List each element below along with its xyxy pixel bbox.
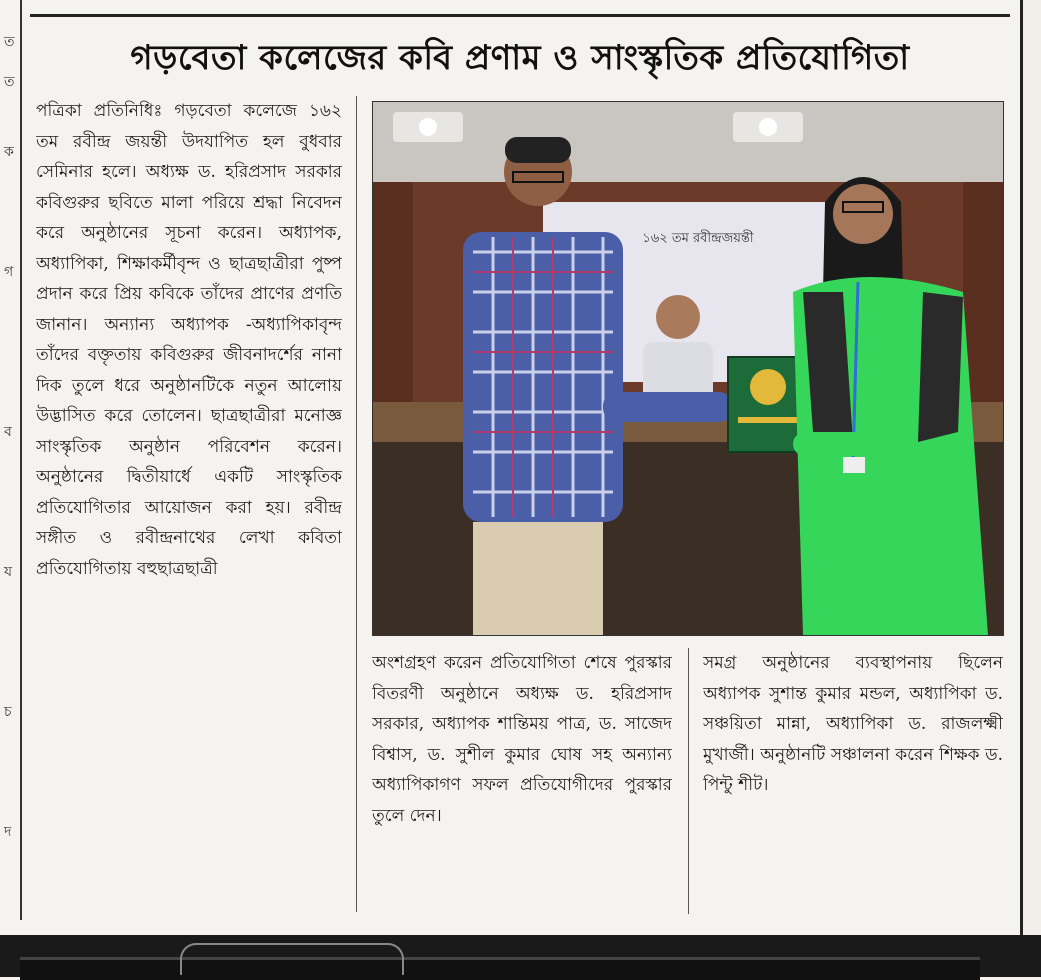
banner-text: ১৬২ তম রবীন্দ্রজয়ন্তী	[642, 231, 754, 246]
column-divider	[356, 96, 357, 912]
article-column-1: পত্রিকা প্রতিনিধিঃ গড়বেতা কলেজে ১৬২ তম রবীন্দ্র জয়ন্তী উদযাপিত হল বুধবার সেমিনার হলে। অধ্যক্ষ ড. হরিপ্রসাদ সরকার কবিগুরুর ছবিতে মালা পরিয়ে শ্রদ্ধা নিবেদন করে অনুষ্ঠানের সূচনা করেন। অধ্যাপক, অধ্যাপিকা, শিক্ষাকর্মীবৃন্দ ও ছাত্রছাত্রীরা পুষ্প প্রদান করে প্রিয় কবিকে তাঁদের প্রাণের প্রণতি জানান। অন্যান্য অধ্যাপক -অধ্যাপিকাবৃন্দ তাঁদের বক্তৃতায় কবিগুরুর জীবনাদর্শের নানা দিক তুলে ধরে অনুষ্ঠানটিকে নতুন আলোয় উদ্ভাসিত করে তোলেন। ছাত্রছাত্রীরা মনোজ্ঞ সাংস্কৃতিক অনুষ্ঠান পরিবেশন করেন। অনুষ্ঠানের দ্বিতীয়ার্ধে একটি সাংস্কৃতিক প্রতিযোগিতার আয়োজন করা হয়। রবীন্দ্র সঙ্গীত ও রবীন্দ্রনাথের লেখা কবিতা প্রতিযোগিতায় বহুছাত্রছাত্রী	[36, 101, 342, 579]
left-adjacent-column: ত ত ক গ ব য চ দ	[0, 0, 22, 920]
article-headline: গড়বেতা কলেজের কবি প্রণাম ও সাংস্কৃতিক প্রতিযোগিতা	[130, 38, 910, 78]
article-photo	[372, 101, 1004, 636]
next-article-band	[0, 935, 1041, 977]
column-divider	[688, 648, 689, 914]
footer-ghost-shape	[180, 943, 404, 975]
article-column-3: সমগ্র অনুষ্ঠানের ব্যবস্থাপনায় ছিলেন অধ্যাপক সুশান্ত কুমার মন্ডল, অধ্যাপিকা ড. সঞ্চয়িতা মান্না, অধ্যাপিকা ড. রাজলক্ষ্মী মুখার্জী। অনুষ্ঠানটি সঞ্চালনা করেন শিক্ষক ড. পিন্টু শীট।	[703, 653, 1003, 795]
article-column-2: অংশগ্রহণ করেন প্রতিযোগিতা শেষে পুরস্কার বিতরণী অনুষ্ঠানে অধ্যক্ষ ড. হরিপ্রসাদ সরকার, অধ্যাপক শান্তিময় পাত্র, ড. সাজেদ বিশ্বাস, ড. সুশীল কুমার ঘোষ সহ অন্যান্য অধ্যাপিকাগণ সফল প্রতিযোগীদের পুরস্কার তুলে দেন।	[372, 653, 672, 826]
right-page-edge	[1020, 0, 1041, 977]
top-rule	[30, 0, 1010, 17]
